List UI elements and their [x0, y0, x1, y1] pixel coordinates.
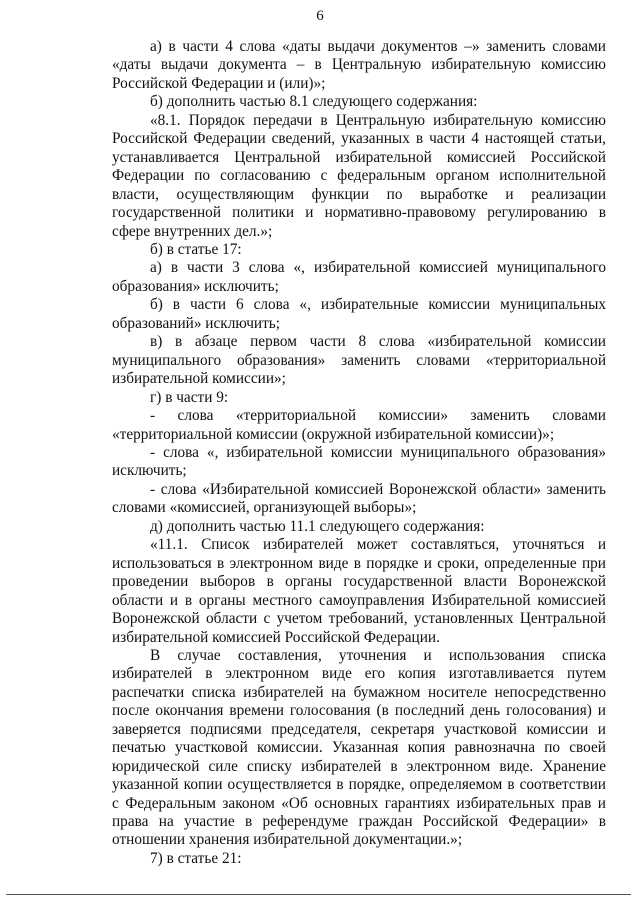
paragraph: б) в статье 17:	[150, 240, 242, 258]
paragraph: - слова «Избирательной комиссией Воронежской области» заменить словами «комиссией, организующей выборы»;	[112, 480, 606, 517]
paragraph: «8.1. Порядок передачи в Центральную избирательную комиссию Российской Федерации сведений, указанных в части 4 настоящей статьи, устанавливается Центральной избирательной комиссией Российской Федерации по согласованию с федеральным органом исполнительной власти, осуществляющим функции по выработке и реализации государственной политики и нормативно-правовому регулированию в сфере внутренних дел.»;	[112, 111, 606, 240]
paragraph: а) в части 3 слова «, избирательной комиссией муниципального образования» исключить;	[112, 259, 606, 295]
document-body	[112, 38, 606, 868]
paragraph: д) дополнить частью 11.1 следующего содержания:	[150, 517, 485, 535]
paragraph: - слова «территориальной комиссии» заменить словами «территориальной комиссии (окружной избирательной комиссии)»;	[112, 407, 606, 443]
paragraph: В случае составления, уточнения и использования списка избирателей в электронном виде его копия изготавливается путем распечатки списка избирателей на бумажном носителе непосредственно после окончания времени голосования (в последний день голосования) и заверяется подписями председателя, секретаря участковой комиссии и печатью участковой комиссии. Указанная копия равнозначна по своей юридической силе списку избирателей в электронном виде. Хранение указанной копии осуществляется в порядке, определяемом в соответствии с Федеральным законом «Об основных гарантиях избирательных прав и права на участие в референдуме граждан Российской Федерации» в отношении хранения избирательной документации.»;	[112, 646, 606, 849]
paragraph: а) в части 4 слова «даты выдачи документов –» заменить словами «даты выдачи документа – в Центральную избирательную комиссию Российской Федерации и (или)»;	[112, 38, 606, 92]
paragraph: - слова «, избирательной комиссии муниципального образования» исключить;	[112, 443, 606, 480]
paragraph: в) в абзаце первом части 8 слова «избирательной комиссии муниципального образования» заменить словами «территориальной избирательной комиссии»;	[112, 333, 606, 388]
page-bottom-divider	[6, 894, 631, 895]
paragraph: «11.1. Список избирателей может составляться, уточняться и использоваться в электронном виде в порядке и сроки, определенные при проведении выборов в органы государственной власти Воронежской области и в органы местного самоуправления Избирательной комиссией Воронежской области с учетом требований, установленных Центральной избирательной комиссией Российской Федерации.	[112, 536, 606, 646]
page-number: 6	[316, 8, 324, 24]
paragraph: г) в части 9:	[150, 388, 229, 406]
paragraph: б) дополнить частью 8.1 следующего содержания:	[150, 93, 478, 111]
paragraph: б) в части 6 слова «, избирательные комиссии муниципальных образований» исключить;	[112, 296, 606, 332]
paragraph: 7) в статье 21:	[150, 849, 242, 867]
